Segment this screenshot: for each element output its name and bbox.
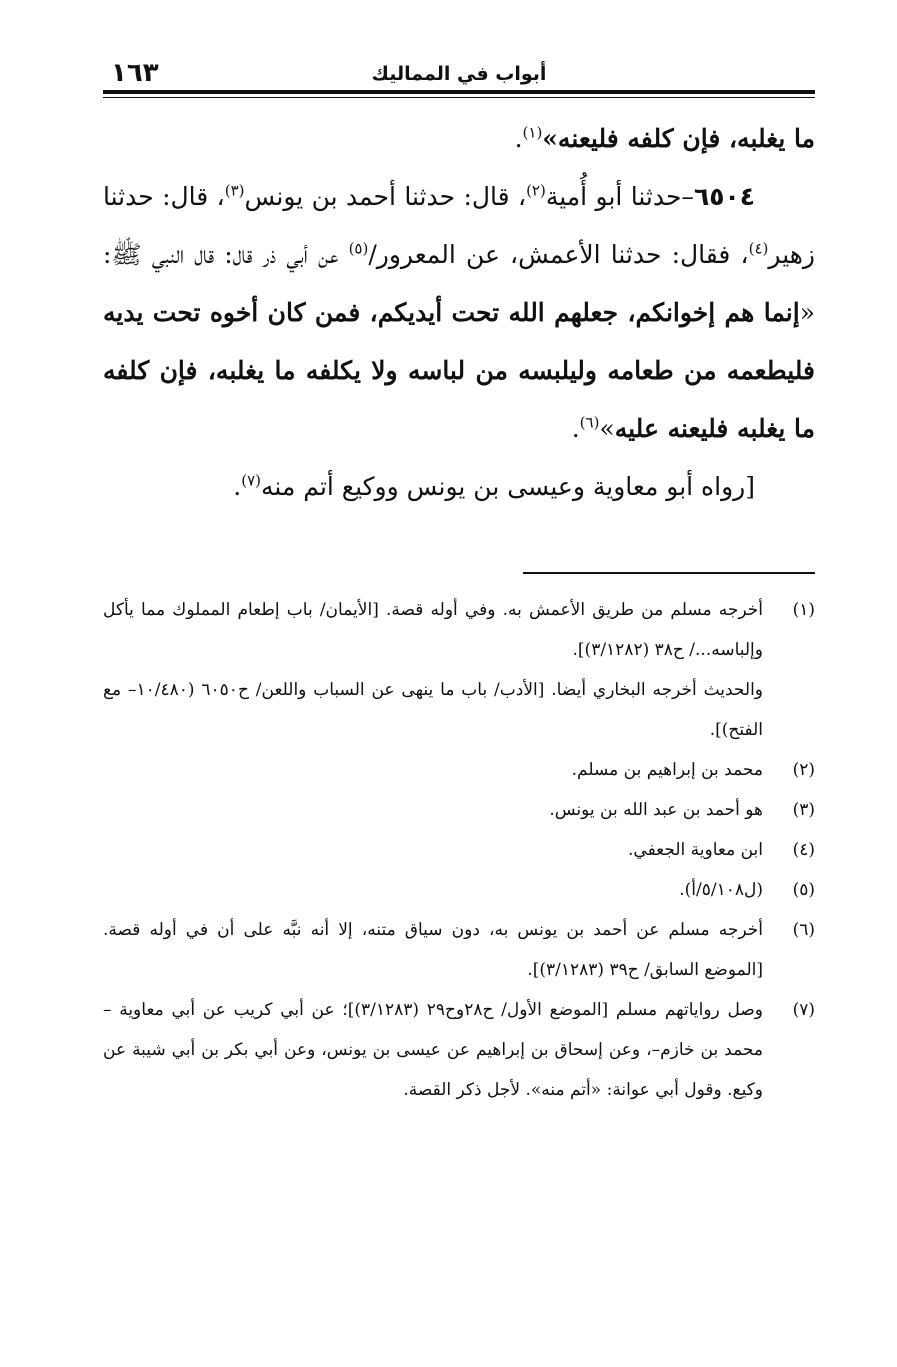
footnote-ref: (٢)	[526, 181, 546, 200]
footnote-ref: (٤)	[748, 239, 769, 258]
footnote-text: وصل رواياتهم مسلم [الموضع الأول/ ح٢٨وح٢٩ (٣/١٢٨٣)]؛ عن أبي كريب عن أبي معاوية –محمد بن خازم–، وعن إسحاق بن إبراهيم عن عيسى بن يونس، وعن أبي بكر بن أبي شيبة عن وكيع. وقول أبي عوانة: «أتم منه». لأجل ذكر القصة.	[103, 1000, 763, 1100]
hadith-number: ٦٥٠٤	[693, 182, 755, 211]
footnote-number: (٥)	[792, 880, 815, 900]
footnote-item	[103, 990, 815, 1110]
footnote-text: محمد بن إبراهيم بن مسلم.	[571, 760, 763, 780]
footnote-ref: (٦)	[579, 413, 600, 432]
footnote-ref: (٥)	[348, 239, 369, 258]
hadith-text-bold: إنما هم إخوانكم، جعلهم الله تحت أيديكم، فمن كان أخوه تحت يديه فليطعمه من طعامه وليلبسه من لباسه ولا يكلفه ما يغلبه، فإن كلفه ما يغلبه فليعنه عليه	[103, 298, 815, 443]
footnote-item	[103, 870, 815, 910]
page-number: ١٦٣	[111, 58, 159, 88]
header-title: أبواب في المماليك	[371, 63, 547, 85]
footnote-item	[103, 830, 815, 870]
isnad-text: –حدثنا أبو أُمية	[545, 182, 694, 211]
footnote-text: هو أحمد بن عبد الله بن يونس.	[549, 800, 763, 820]
footnote-number: (٣)	[792, 800, 815, 820]
paragraph-narration: [رواه أبو معاوية وعيسى بن يونس ووكيع أتم منه$^{(٧)}$.	[233, 471, 755, 501]
isnad-text: ، فقال: حدثنا الأعمش، عن المعرور/	[368, 240, 749, 269]
footnote-text: أخرجه مسلم عن أحمد بن يونس به، دون سياق متنه، إلا أنه نبَّه على أن في أوله قصة. [الموضع السابق/ ح٣٩ (٣/١٢٨٣)].	[103, 920, 763, 980]
footnote-item	[103, 910, 815, 990]
main-text	[103, 110, 815, 516]
footnote-ref: (٧)	[241, 471, 262, 490]
isnad-text: ، قال: حدثنا أحمد بن يونس	[244, 182, 527, 211]
footnote-text: والحديث أخرجه البخاري أيضا. [الأدب/ باب ما ينهى عن السباب واللعن/ ح٦٠٥٠ (١٠/٤٨٠– مع الفتح)].	[103, 680, 763, 740]
paragraph-hadith: ٦٥٠٤–حدثنا أبو أُمية$^{(٢)}$، قال: حدثنا أحمد بن يونس$^{(٣)}$، قال: حدثنا زهير$^{(٤)}$، فقال: حدثنا الأعمش، عن المعرور/$^{(٥)}$ عن أبي ذر قال: قال النبي ﷺ: «إنما هم إخوانكم، جعلهم الله تحت أيديكم، فمن كان أخوه تحت يديه فليطعمه من طعامه وليلبسه من لباسه ولا يكلفه ما يغلبه، فإن كلفه ما يغلبه فليعنه عليه»$^{(٦)}$.	[103, 181, 816, 443]
footnote-number: (٢)	[792, 760, 815, 780]
hadith-text-bold: ما يغلبه، فإن كلفه فليعنه»	[542, 124, 815, 153]
header-rule-thin	[103, 97, 815, 98]
isnad-text: ، قال: حدثنا زهير	[103, 182, 816, 269]
quote-close: »	[599, 414, 615, 443]
footnote-number: (٧)	[792, 1000, 815, 1020]
footnote-ref: (١)	[522, 123, 543, 142]
footnote-number: (١)	[792, 600, 815, 620]
paragraph-continuation: ما يغلبه، فإن كلفه فليعنه»$^{(١)}$.	[514, 123, 815, 153]
narration-text: [رواه أبو معاوية وعيسى بن يونس ووكيع أتم منه	[261, 472, 755, 501]
isnad-text: عن أبي ذر قال: قال النبي ﷺ: «	[103, 240, 815, 327]
footnotes	[103, 590, 815, 1110]
running-header	[103, 58, 815, 88]
header-rule-thick	[103, 90, 815, 94]
footnote-item	[103, 670, 815, 750]
footnote-text: (ل٥/١٠٨/أ).	[679, 880, 763, 900]
footnote-ref: (٣)	[224, 181, 245, 200]
footnote-number: (٤)	[792, 840, 815, 860]
footnote-item	[103, 750, 815, 790]
footnote-item	[103, 790, 815, 830]
footnote-text: ابن معاوية الجعفي.	[628, 840, 763, 860]
footnote-number: (٦)	[792, 920, 815, 940]
footnote-separator	[523, 572, 815, 574]
footnote-text: أخرجه مسلم من طريق الأعمش به. وفي أوله قصة. [الأيمان/ باب إطعام المملوك مما يأكل وإلباسه.../ ح٣٨ (٣/١٢٨٢)].	[103, 600, 763, 660]
footnote-item	[103, 590, 815, 670]
